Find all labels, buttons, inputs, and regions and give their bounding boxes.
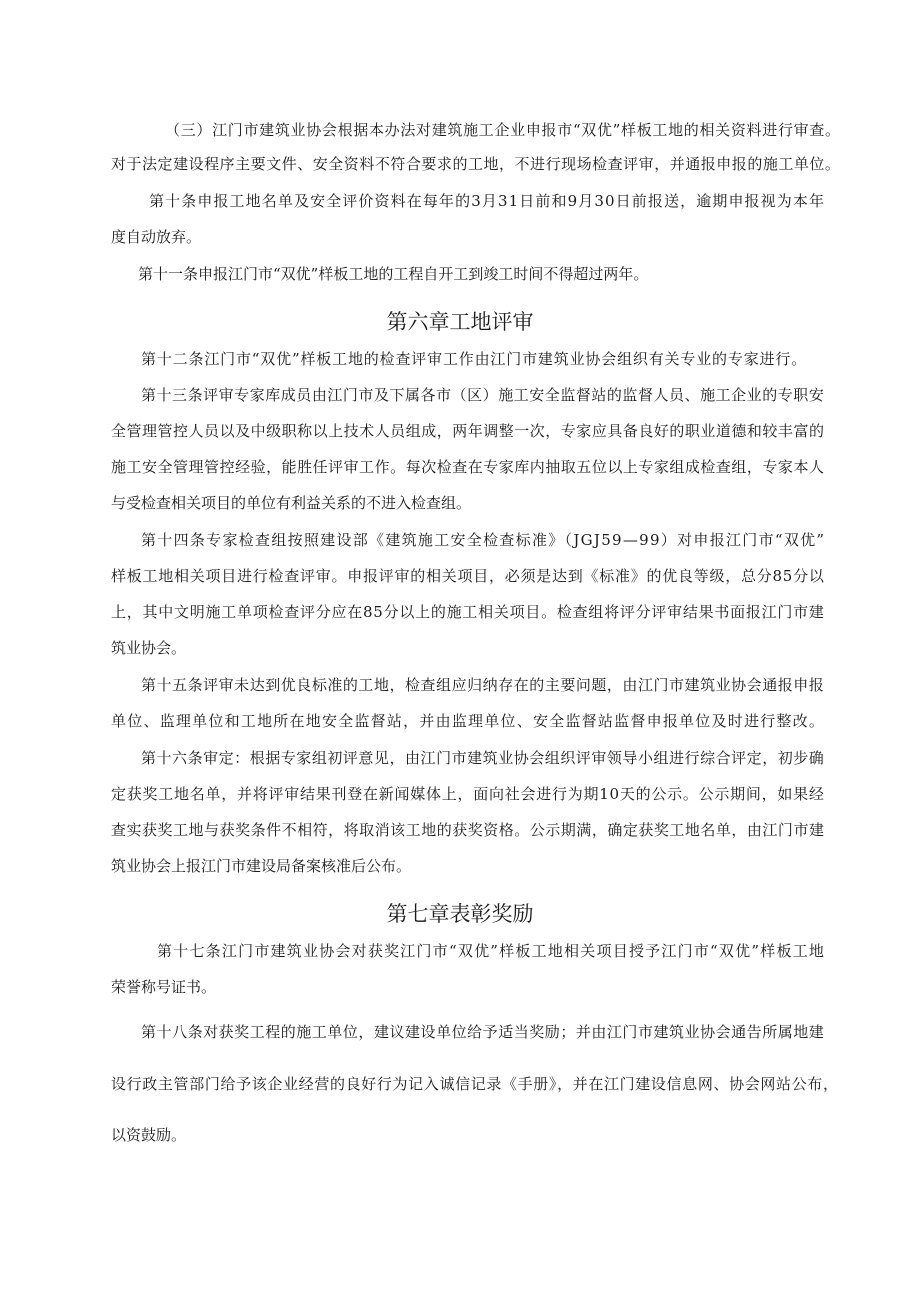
paragraph-line: 单位、监理单位和工地所在地安全监督站，并由监理单位、安全监督站监督申报单位及时进行整改。 — [111, 712, 826, 730]
paragraph-line: 第十五条评审未达到优良标准的工地，检查组应归纳存在的主要问题，由江门市建筑业协会通报申报 — [141, 676, 825, 694]
paragraph-line: 施工安全管理管控经验，能胜任评审工作。每次检查在专家库内抽取五位以上专家组成检查组，专家本人 — [111, 458, 825, 476]
chapter-six-heading: 第六章工地评审 — [386, 310, 534, 334]
paragraph-line: 对于法定建设程序主要文件、安全资料不符合要求的工地，不进行现场检查评审，并通报申报的施工单位。 — [111, 155, 841, 173]
paragraph-line: 第十四条专家检查组按照建设部《建筑施工安全检查标准》（JGJ59—99）对申报江门市“双优” — [141, 531, 826, 549]
paragraph-line: 上，其中文明施工单项检查评分应在85分以上的施工相关项目。检查组将评分评审结果书面报江门市建 — [111, 603, 825, 621]
paragraph-line: 第十二条江门市“双优”样板工地的检查评审工作由江门市建筑业协会组织有关专业的专家进行。 — [141, 350, 808, 368]
paragraph-line: 荣誉称号证书。 — [111, 978, 217, 996]
paragraph-line: 筑业协会。 — [111, 639, 187, 657]
paragraph-line: 第十七条江门市建筑业协会对获奖江门市“双优”样板工地相关项目授予江门市“双优”样板工地 — [157, 942, 826, 960]
paragraph-line: 筑业协会上报江门市建设局备案核准后公布。 — [111, 857, 412, 875]
paragraph-line: 样板工地相关项目进行检查评审。申报评审的相关项目，必须是达到《标准》的优良等级，总分85分以 — [111, 567, 825, 585]
paragraph-line: 定获奖工地名单，并将评审结果刊登在新闻媒体上，面向社会进行为期10天的公示。公示期间，如果经 — [111, 785, 825, 803]
paragraph-line: 全管理管控人员以及中级职称以上技术人员组成，两年调整一次，专家应具备良好的职业道德和较丰富的 — [111, 422, 825, 440]
paragraph-line: 第十条申报工地名单及安全评价资料在每年的3月31日前和9月30日前报送，逾期申报视为本年 — [149, 192, 826, 210]
paragraph-line: 以资鼓励。 — [111, 1126, 187, 1144]
paragraph-line: 第十一条申报江门市“双优”样板工地的工程自开工到竣工时间不得超过两年。 — [138, 265, 649, 283]
paragraph-line: 设行政主管部门给予该企业经营的良好行为记入诚信记录《手册》，并在江门建设信息网、协会网站公布， — [111, 1075, 839, 1093]
paragraph-line: 第十三条评审专家库成员由江门市及下属各市（区）施工安全监督站的监督人员、施工企业的专职安 — [141, 386, 825, 404]
paragraph-line: 度自动放弃。 — [111, 228, 202, 246]
paragraph-line: 与受检查相关项目的单位有利益关系的不进入检查组。 — [111, 494, 472, 512]
paragraph-line: 第十八条对获奖工程的施工单位，建议建设单位给予适当奖励；并由江门市建筑业协会通告所属地建 — [141, 1023, 825, 1041]
paragraph-line: 第十六条审定：根据专家组初评意见，由江门市建筑业协会组织评审领导小组进行综合评定，初步确 — [141, 749, 825, 767]
chapter-seven-heading: 第七章表彰奖励 — [386, 902, 534, 926]
paragraph-line: （三）江门市建筑业协会根据本办法对建筑施工企业申报市“双优”样板工地的相关资料进行审查。 — [165, 121, 841, 139]
paragraph-line: 查实获奖工地与获奖条件不相符，将取消该工地的获奖资格。公示期满，确定获奖工地名单，由江门市建 — [111, 821, 825, 839]
